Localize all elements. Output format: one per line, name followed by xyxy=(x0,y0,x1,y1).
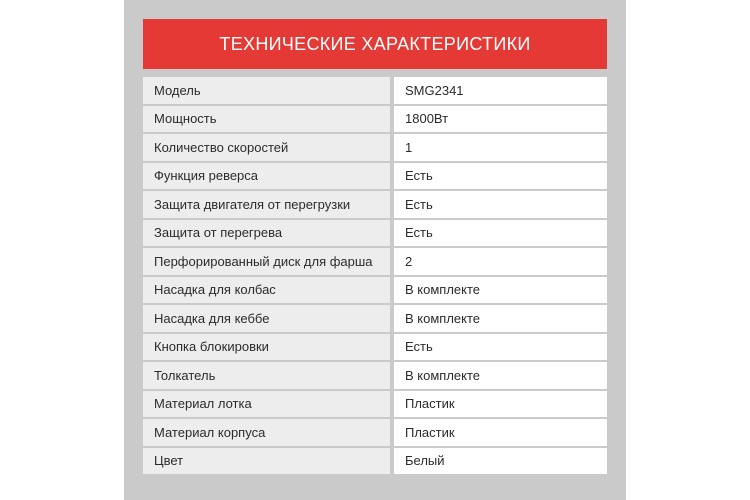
table-row xyxy=(143,277,607,304)
spec-value: 1800Вт xyxy=(394,106,607,133)
table-row xyxy=(143,362,607,389)
spec-value: Пластик xyxy=(394,391,607,418)
specs-header xyxy=(143,19,607,69)
specs-title: ТЕХНИЧЕСКИЕ ХАРАКТЕРИСТИКИ xyxy=(219,33,531,54)
table-row xyxy=(143,134,607,161)
spec-value: Пластик xyxy=(394,419,607,446)
spec-label: Материал лотка xyxy=(143,391,390,418)
table-row xyxy=(143,191,607,218)
table-row xyxy=(143,77,607,104)
spec-value: SMG2341 xyxy=(394,77,607,104)
spec-label: Насадка для кеббе xyxy=(143,305,390,332)
spec-label: Кнопка блокировки xyxy=(143,334,390,361)
table-row xyxy=(143,391,607,418)
table-row xyxy=(143,248,607,275)
spec-value: Есть xyxy=(394,191,607,218)
spec-label: Функция реверса xyxy=(143,163,390,190)
spec-label: Защита от перегрева xyxy=(143,220,390,247)
spec-label: Материал корпуса xyxy=(143,419,390,446)
spec-value: 2 xyxy=(394,248,607,275)
spec-value: Есть xyxy=(394,163,607,190)
table-row xyxy=(143,220,607,247)
spec-label: Количество скоростей xyxy=(143,134,390,161)
spec-value: Есть xyxy=(394,334,607,361)
spec-value: В комплекте xyxy=(394,277,607,304)
table-row xyxy=(143,106,607,133)
spec-value: В комплекте xyxy=(394,362,607,389)
table-row xyxy=(143,305,607,332)
spec-value: В комплекте xyxy=(394,305,607,332)
spec-value: Есть xyxy=(394,220,607,247)
table-row xyxy=(143,419,607,446)
table-row xyxy=(143,163,607,190)
spec-value: 1 xyxy=(394,134,607,161)
spec-label: Защита двигателя от перегрузки xyxy=(143,191,390,218)
spec-value: Белый xyxy=(394,448,607,475)
spec-label: Насадка для колбас xyxy=(143,277,390,304)
spec-label: Мощность xyxy=(143,106,390,133)
spec-label: Цвет xyxy=(143,448,390,475)
specs-table xyxy=(143,77,607,476)
table-row xyxy=(143,448,607,475)
spec-label: Перфорированный диск для фарша xyxy=(143,248,390,275)
spec-label: Толкатель xyxy=(143,362,390,389)
spec-label: Модель xyxy=(143,77,390,104)
table-row xyxy=(143,334,607,361)
